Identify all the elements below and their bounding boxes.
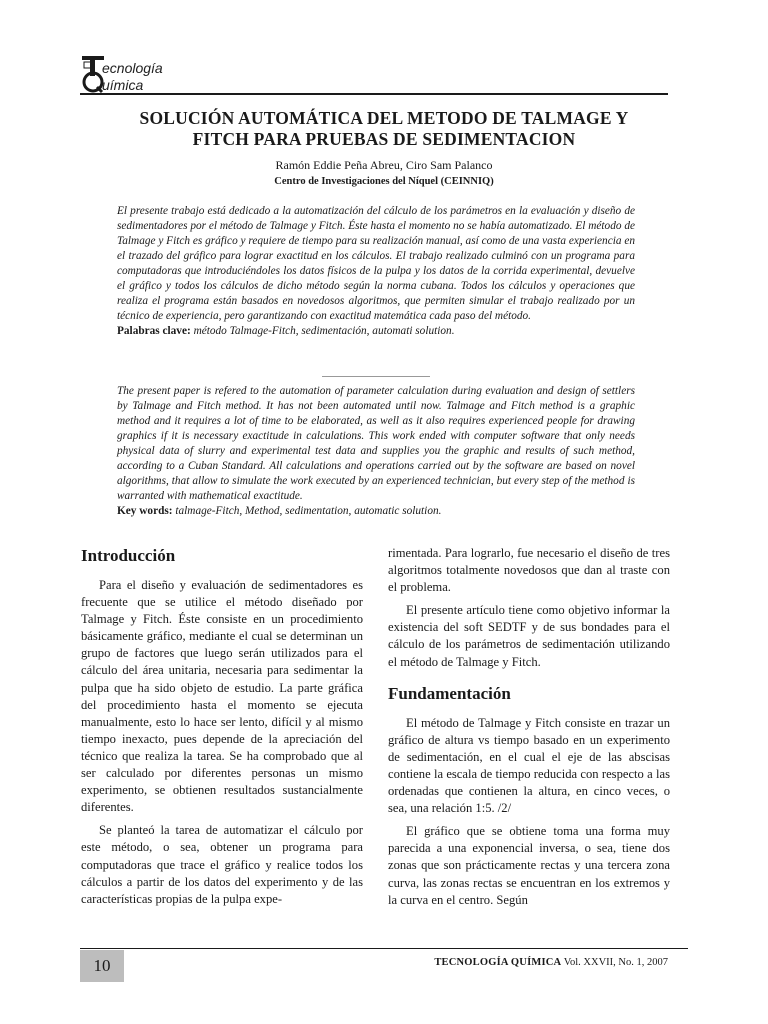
title-line1: SOLUCIÓN AUTOMÁTICA DEL METODO DE TALMAGE Y [139,108,629,128]
title-line2: FITCH PARA PRUEBAS DE SEDIMENTACION [192,129,576,149]
page-number: 10 [80,950,124,982]
intro-paragraph-2: Se planteó la tarea de automatizar el cálculo por este método, o sea, obtener un programa para computadoras que trace el gráfico y realice todos los cálculos a partir de los datos del experimento y de las características propias de la pulpa expe- [81,823,363,906]
article-authors: Ramón Eddie Peña Abreu, Ciro Sam Palanco [275,158,493,172]
keywords-english-text: talmage-Fitch, Method, sedimentation, automatic solution. [175,505,442,517]
header-rule [80,93,668,95]
footer-journal-name: TECNOLOGÍA QUÍMICA [434,957,562,968]
keywords-spanish-label: Palabras clave: [117,325,191,337]
body-column-right [388,545,670,915]
intro-paragraph-1: Para el diseño y evaluación de sedimentadores es frecuente que se utilice el método diseñado por Talmage y Fitch. Éste consiste en un procedimiento básicamente gráfico, mediante el cual se determinan un grupo de factores que luego serán utilizados para el cálculo del área unitaria, necesaria para sedimentar la pulpa que ha sido objeto de estudio. La parte gráfica del procedimiento hasta el momento se ejecuta manualmente, esto lo hace ser lento, difícil y al mismo tiempo inexacto, pues depende de la apreciación del técnico que realiza la tarea. Se ha comprobado que al ser calculado por diferentes personas un mismo experimento, se obtienen resultados sustancialmente diferentes. [81,578,363,815]
abstract-spanish-text: El presente trabajo está dedicado a la automatización del cálculo de los parámetros en la evaluación y diseño de sedimentadores por el método de Talmage y Fitch. Éste hasta el momento no se había automatizado. El método de Talmage y Fitch es gráfico y requiere de tiempo para su realización manual, así como de una vasta experiencia en el trazado del gráfico para lograr exactitud en los cálculos. El trabajo realizado culminó con un programa para computadoras que introduciéndoles los datos físicos de la pulpa y los datos de la corrida experimental, devuelve el gráfico y todos los cálculos de dicho método según la norma cubana. Todos los cálculos y operaciones que realiza el programa están basados en novedosos algoritmos, que permiten simular el trabajo realizado por un técnico de experiencia, pero garantizando con exactitud matemática cada paso del método. [117,205,635,322]
journal-logo [80,52,240,94]
footer-citation [434,957,668,968]
section-heading-introduccion: Introducción [81,546,176,565]
fund-paragraph-1: El método de Talmage y Fitch consiste en trazar un gráfico de altura vs tiempo basado en un experimento de sedimentación, en el cual el eje de las abscisas contiene la escala de tiempo reducida con respecto a las ordenadas que contienen la altura, en cinco veces, o sea, una relación 1:5. /2/ [388,715,670,816]
logo-line1: ecnología [102,60,163,76]
intro-paragraph-3: El presente artículo tiene como objetivo informar la existencia del soft SEDTF y de sus bondades para el cálculo de los parámetros de sedimentación utilizando el método de Talmage y Fitch. [388,603,670,669]
footer-volume: Vol. XXVII, No. 1, 2007 [563,957,668,968]
abstract-english-text: The present paper is refered to the automation of parameter calculation during evaluation and design of settlers by Talmage and Fitch method. It has not been automated until now. Talmage and Fitch method is a graphic method and it requires a lot of time to be elaborated, as well as it also requires experienced people for drawing graphics if it is necessary exactitude in calculations. This work ended with computer software that only needs physical data of slurry and experimental test data and supplies you the graphic and results of such method, according to a Cuban Standard. All calculations and operations carried out by the software are based on novel algorithms, that allow to simulate the work executed by an experienced technician, but every step of the method is warranted with mathematical exactitude. [117,385,635,502]
fund-paragraph-2: El gráfico que se obtiene toma una forma muy parecida a una exponencial inversa, o sea, tiene dos zonas que son prácticamente rectas y una tercera zona curva, las zonas rectas se encuentran en los extremos y la curva en el centro. Según [388,824,670,907]
article-title [90,108,678,150]
footer-rule [80,948,688,949]
keywords-spanish [117,324,635,339]
section-heading-fundamentacion: Fundamentación [388,683,511,703]
body-column-left [81,545,363,914]
abstract-spanish [117,204,635,339]
keywords-english [117,504,635,519]
logo-line2: uímica [102,77,144,93]
abstract-separator [322,376,430,377]
article-institution: Centro de Investigaciones del Níquel (CEINNIQ) [274,176,494,187]
keywords-spanish-text: método Talmage-Fitch, sedimentación, automati solution. [193,325,455,337]
abstract-english [117,384,635,519]
intro-paragraph-2-continued: rimentada. Para lograrlo, fue necesario el diseño de tres algoritmos totalmente novedosos que dan al traste con el problema. [388,546,670,595]
keywords-english-label: Key words: [117,505,173,517]
